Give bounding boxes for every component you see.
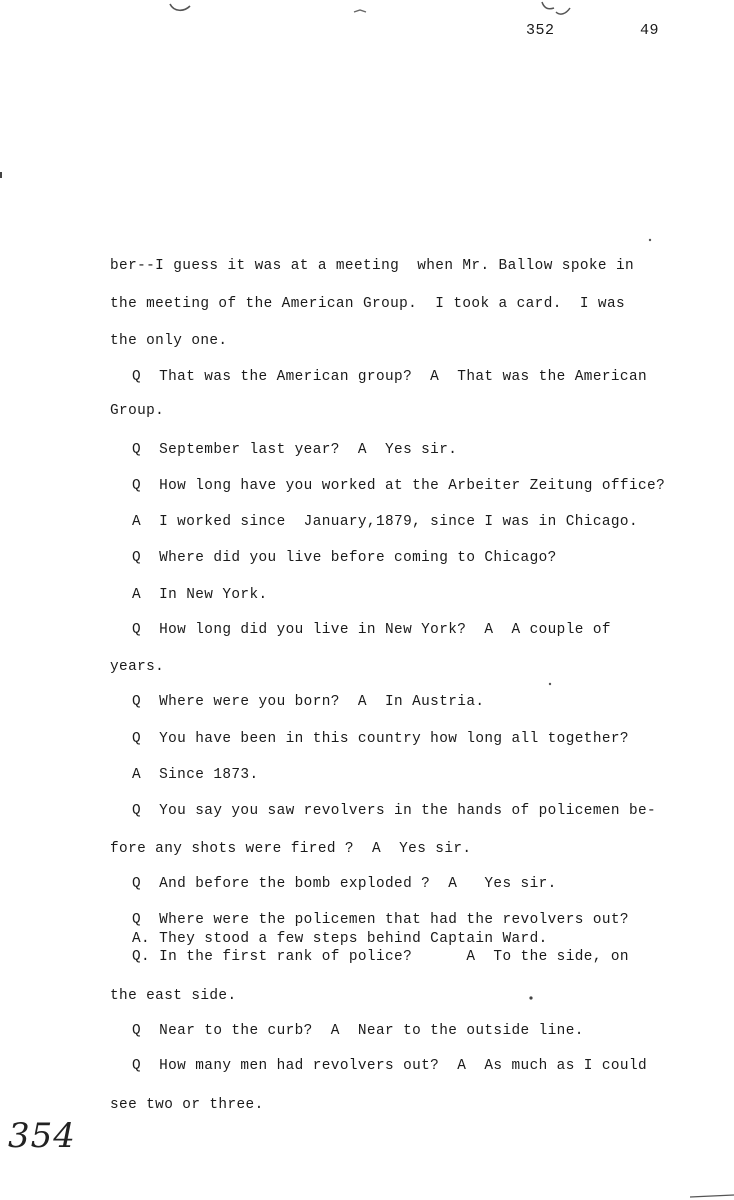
page-number-right: 49 [640, 22, 660, 39]
text-line: Q How many men had revolvers out? A As much as I could [132, 1058, 648, 1074]
text-line: Q Where did you live before coming to Chicago? [132, 550, 557, 566]
text-line: Q Near to the curb? A Near to the outside line. [132, 1023, 584, 1039]
text-line: Q. In the first rank of police? A To the side, on [132, 949, 629, 965]
text-line: Q That was the American group? A That was the American [132, 369, 648, 385]
text-line: the east side. [110, 988, 237, 1004]
text-line: Q You have been in this country how long all together? [132, 731, 629, 747]
text-line: Q Where were you born? A In Austria. [132, 694, 485, 710]
page-number-left: 352 [526, 22, 555, 39]
text-line: fore any shots were fired ? A Yes sir. [110, 841, 472, 857]
text-line: the meeting of the American Group. I took a card. I was [110, 296, 626, 312]
text-line: A In New York. [132, 587, 268, 603]
handwritten-page-number: 354 [8, 1116, 76, 1156]
margin-tick [0, 172, 2, 178]
scan-mark-right [536, 0, 572, 20]
scan-dot [648, 238, 652, 242]
scan-dot [548, 682, 552, 686]
text-line: the only one. [110, 333, 228, 349]
text-line: ber--I guess it was at a meeting when Mr. Ballow spoke in [110, 258, 635, 274]
text-line: A. They stood a few steps behind Captain Ward. [132, 931, 548, 947]
scan-line [690, 1192, 734, 1200]
text-line: A I worked since January,1879, since I was in Chicago. [132, 514, 639, 530]
text-line: Q How long did you live in New York? A A couple of [132, 622, 611, 638]
text-line: Q How long have you worked at the Arbeiter Zeitung office? [132, 478, 666, 494]
scan-dot [528, 996, 534, 1000]
text-line: A Since 1873. [132, 767, 259, 783]
text-line: Q You say you saw revolvers in the hands of policemen be- [132, 803, 657, 819]
text-line: Q September last year? A Yes sir. [132, 442, 458, 458]
scan-mark-left [168, 0, 192, 14]
text-line: Q And before the bomb exploded ? A Yes sir. [132, 876, 557, 892]
scan-mark-center [352, 4, 372, 16]
text-line: Group. [110, 403, 165, 419]
text-line: Q Where were the policemen that had the revolvers out? [132, 912, 629, 928]
text-line: see two or three. [110, 1097, 264, 1113]
text-line: years. [110, 659, 165, 675]
